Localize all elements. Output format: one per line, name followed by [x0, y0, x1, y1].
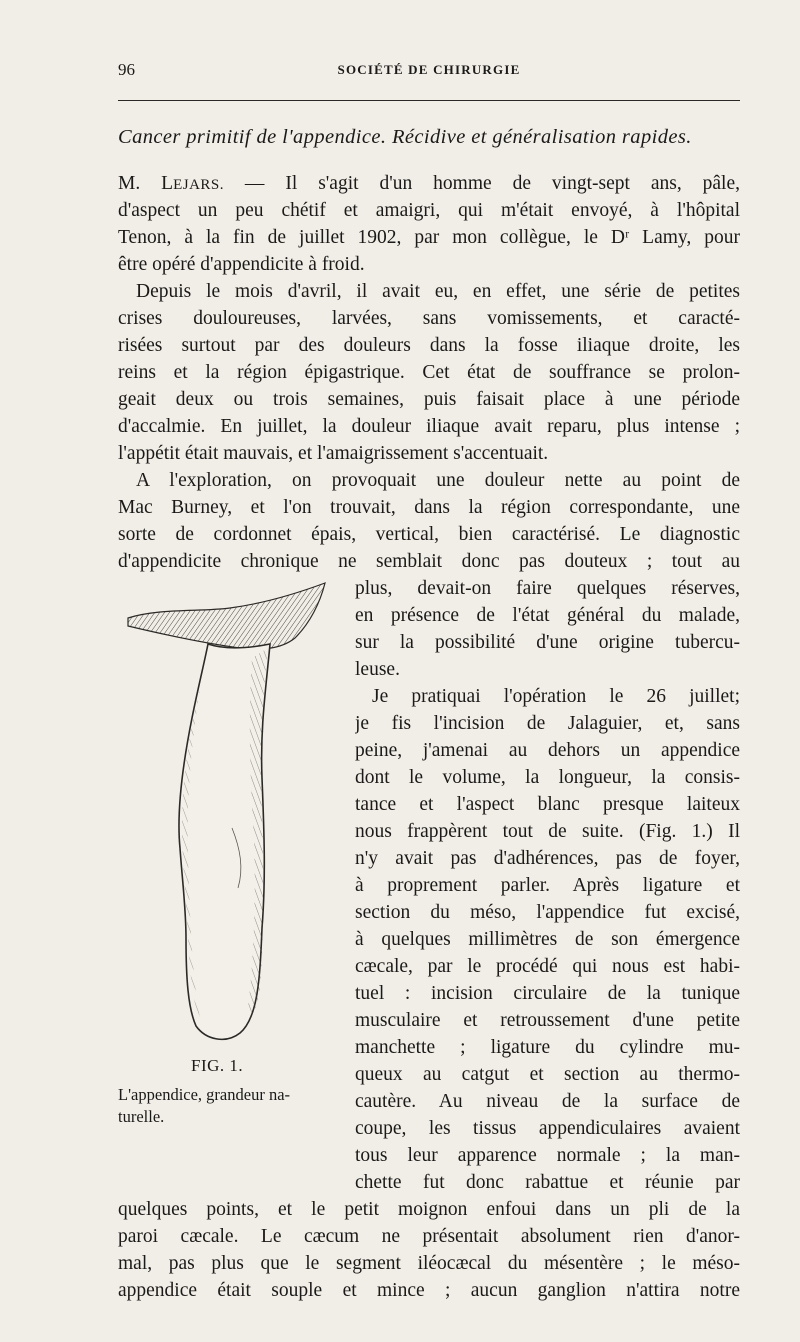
figure-label: FIG. 1.: [191, 1056, 244, 1075]
text-line: être opéré d'appendicite à froid.: [118, 254, 365, 275]
text-line: manchette ; ligature du cylindre mu-: [355, 1037, 740, 1058]
text-line: queux au catgut et section au thermo-: [355, 1064, 740, 1085]
text-line: d'aspect un peu chétif et amaigri, qui m'était envoyé, à l'hôpital: [118, 200, 740, 221]
text-line: leuse.: [355, 659, 400, 680]
text-line: appendice était souple et mince ; aucun ganglion n'attira notre: [118, 1280, 740, 1301]
figure-caption-line: L'appendice, grandeur na-: [118, 1085, 291, 1104]
figure-caption-line: turelle.: [118, 1107, 165, 1126]
author-name-smallcaps: EJARS.: [173, 177, 224, 193]
text-line: risées surtout par des douleurs dans la fosse iliaque droite, les: [118, 335, 740, 356]
text-line: cautère. Au niveau de la surface de: [355, 1091, 740, 1112]
journal-title: SOCIÉTÉ DE CHIRURGIE: [337, 62, 521, 77]
text-line: coupe, les tissus appendiculaires avaient: [355, 1118, 740, 1139]
text-line: peine, j'amenai au dehors un appendice: [355, 740, 740, 761]
text-line: n'y avait pas d'adhérences, pas de foyer,: [355, 848, 740, 869]
text-line: Mac Burney, et l'on trouvait, dans la région correspondante, une: [118, 497, 740, 518]
text-line: Depuis le mois d'avril, il avait eu, en effet, une série de petites: [136, 281, 740, 302]
text-line: à quelques millimètres de son émergence: [355, 929, 740, 950]
text-line: paroi cæcale. Le cæcum ne présentait absolument rien d'anor-: [118, 1226, 740, 1247]
text-line: mal, pas plus que le segment iléocæcal du mésentère ; le méso-: [118, 1253, 740, 1274]
text-line: dont le volume, la longueur, la consis-: [355, 767, 740, 788]
text-line: sorte de cordonnet épais, vertical, bien caractérisé. Le diagnostic: [118, 524, 740, 545]
text-line: chette fut donc rabattue et réunie par: [355, 1172, 740, 1193]
text-line: tuel : incision circulaire de la tunique: [355, 983, 740, 1004]
caecum-stump-shape: [128, 583, 325, 649]
text-line: Tenon, à la fin de juillet 1902, par mon collègue, le Dʳ Lamy, pour: [118, 227, 740, 248]
text-line-content: — Il s'agit d'un homme de vingt-sept ans, pâle,: [224, 173, 740, 194]
text-line: nous frappèrent tout de suite. (Fig. 1.) Il: [355, 821, 740, 842]
text-line: reins et la région épigastrique. Cet état de souffrance se prolon-: [118, 362, 740, 383]
text-line: en présence de l'état général du malade,: [355, 605, 740, 626]
figure-caption: [118, 1084, 346, 1128]
running-head: [118, 60, 740, 86]
text-line: je fis l'incision de Jalaguier, et, sans: [355, 713, 740, 734]
text-line: tous leur apparence normale ; la man-: [355, 1145, 740, 1166]
text-line: A l'exploration, on provoquait une douleur nette au point de: [136, 470, 740, 491]
text-line: quelques points, et le petit moignon enfoui dans un pli de la: [118, 1199, 740, 1220]
text-line: d'appendicite chronique ne semblait donc pas douteux ; tout au: [118, 551, 740, 572]
appendix-illustration: [120, 578, 335, 1048]
page-number: 96: [118, 60, 135, 79]
text-line: à proprement parler. Après ligature et: [355, 875, 740, 896]
article-title: Cancer primitif de l'appendice. Récidive et généralisation rapides.: [118, 126, 692, 148]
text-line: Je pratiquai l'opération le 26 juillet;: [372, 686, 740, 707]
text-line: plus, devait-on faire quelques réserves,: [355, 578, 740, 599]
text-line: cæcale, par le procédé qui nous est habi-: [355, 956, 740, 977]
text-line: [118, 170, 740, 197]
text-line: crises douloureuses, larvées, sans vomissements, et caracté-: [118, 308, 740, 329]
text-line: geait deux ou trois semaines, puis faisait place à une période: [118, 389, 740, 410]
text-line: sur la possibilité d'une origine tubercu-: [355, 632, 740, 653]
text-line: section du méso, l'appendice fut excisé,: [355, 902, 740, 923]
text-line: l'appétit était mauvais, et l'amaigrissement s'accentuait.: [118, 443, 549, 464]
text-line: d'accalmie. En juillet, la douleur iliaque avait reparu, plus intense ;: [118, 416, 740, 437]
author-prefix: M. L: [118, 173, 174, 194]
header-rule: [118, 100, 740, 101]
text-line: tance et l'aspect blanc presque laiteux: [355, 794, 740, 815]
text-line: musculaire et retroussement d'une petite: [355, 1010, 740, 1031]
